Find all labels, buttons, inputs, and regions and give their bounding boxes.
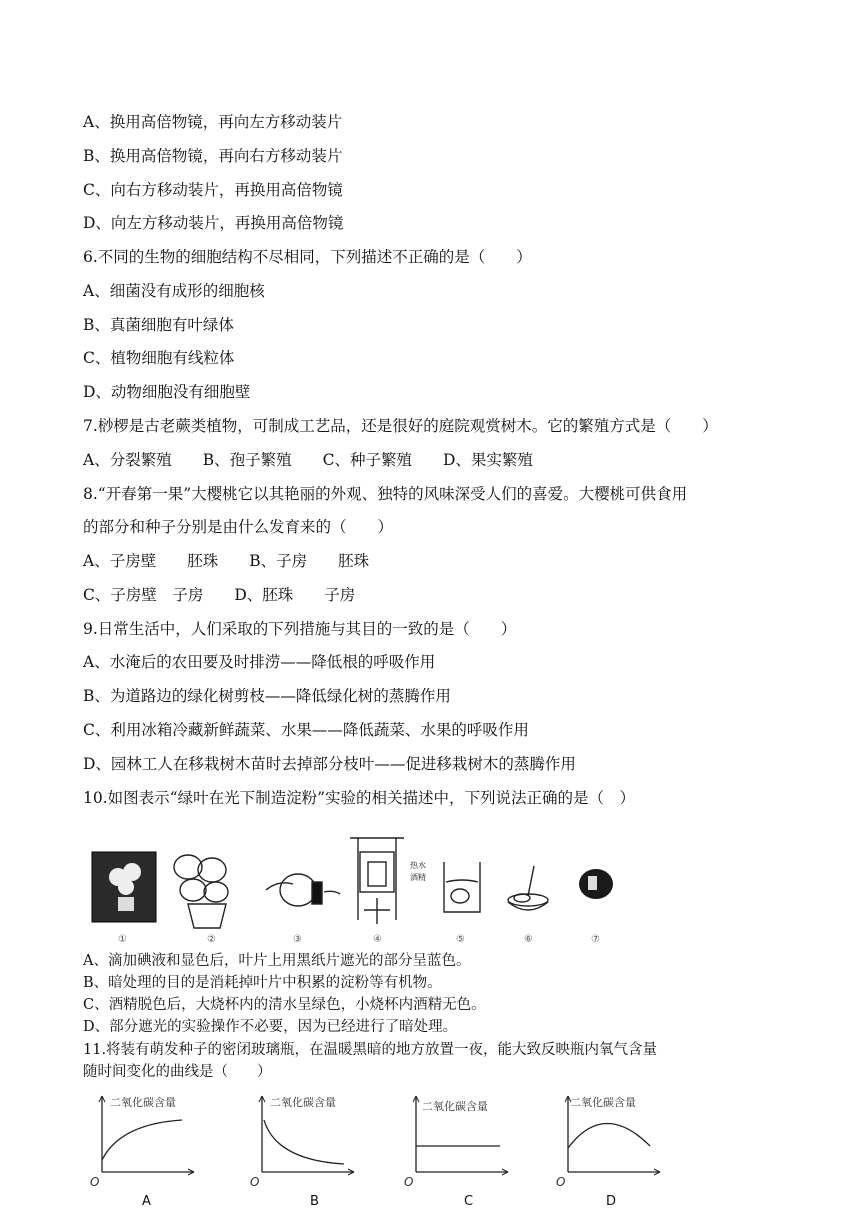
graph-b-ylabel: 二氧化碳含量 [270, 1096, 336, 1109]
graph-d-origin: O [556, 1175, 566, 1189]
q8-options-cd: C、子房壁 子房 D、胚珠 子房 [83, 586, 356, 604]
graph-c-origin: O [404, 1175, 414, 1189]
step6-iodine-dish [508, 866, 548, 910]
step2-potted-plant [174, 855, 228, 928]
graph-b [250, 1095, 354, 1208]
q6-option-c: C、植物细胞有线粒体 [83, 349, 235, 367]
graph-d [556, 1095, 660, 1208]
q11-graphs [86, 1090, 686, 1208]
step1-dark-box [92, 852, 156, 922]
experiment-steps-figure [88, 832, 628, 944]
q8-options-ab: A、子房壁 胚珠 B、子房 胚珠 [83, 552, 370, 570]
step5-beaker [444, 862, 480, 912]
curve-d [568, 1123, 650, 1148]
q6-stem: 6.不同的生物的细胞结构不尽相同，下列描述不正确的是（ ） [83, 248, 532, 266]
curve-a [102, 1120, 182, 1160]
q9-option-b: B、为道路边的绿化树剪枝——降低绿化树的蒸腾作用 [83, 687, 451, 705]
curve-b [264, 1120, 344, 1164]
graph-c-label: C [464, 1194, 474, 1208]
step-label-3: ③ [293, 934, 302, 944]
graph-d-ylabel: 二氧化碳含量 [570, 1096, 636, 1109]
q9-option-c: C、利用冰箱冷藏新鲜蔬菜、水果——降低蔬菜、水果的呼吸作用 [83, 721, 529, 739]
q5-option-b: B、换用高倍物镜，再向右方移动装片 [83, 147, 343, 165]
q7-options: A、分裂繁殖 B、孢子繁殖 C、种子繁殖 D、果实繁殖 [83, 451, 533, 469]
graph-d-label: D [606, 1194, 617, 1208]
q10-option-d: D、部分遮光的实验操作不必要，因为已经进行了暗处理。 [83, 1019, 458, 1035]
q8-stem-line1: 8.“开春第一果”大樱桃它以其艳丽的外观、独特的风味深受人们的喜爱。大樱桃可供食用 [83, 485, 688, 503]
q9-option-d: D、园林工人在移栽树木苗时去掉部分枝叶——促进移栽树木的蒸腾作用 [83, 755, 576, 773]
q5-option-d: D、向左方移动装片，再换用高倍物镜 [83, 214, 344, 232]
q9-stem: 9.日常生活中，人们采取的下列措施与其目的一致的是（ ） [83, 620, 517, 638]
q6-option-d: D、动物细胞没有细胞壁 [83, 383, 251, 401]
step-label-1: ① [118, 934, 127, 944]
step-label-4: ④ [373, 934, 382, 944]
graph-a [90, 1095, 194, 1208]
step7-stained-leaf [579, 869, 613, 899]
annotation-hot-water: 热水 [410, 861, 426, 870]
q9-option-a: A、水淹后的农田要及时排涝——降低根的呼吸作用 [83, 653, 436, 671]
q10-stem: 10.如图表示“绿叶在光下制造淀粉”实验的相关描述中，下列说法正确的是（ ） [83, 789, 636, 807]
q7-stem: 7.桫椤是古老蕨类植物，可制成工艺品，还是很好的庭院观赏树木。它的繁殖方式是（ ） [83, 417, 718, 435]
q11-stem-line1: 11.将装有萌发种子的密闭玻璃瓶，在温暖黑暗的地方放置一夜，能大致反映瓶内氧气含量 [83, 1042, 658, 1058]
graph-c-ylabel: 二氧化碳含量 [422, 1100, 488, 1113]
graph-a-label: A [142, 1194, 151, 1208]
step-label-7: ⑦ [591, 934, 600, 944]
annotation-alcohol: 酒精 [410, 873, 426, 882]
step3-leaf-covering [266, 874, 340, 906]
graph-a-ylabel: 二氧化碳含量 [110, 1096, 176, 1109]
q6-option-b: B、真菌细胞有叶绿体 [83, 316, 234, 334]
q11-stem-line2: 随时间变化的曲线是（ ） [83, 1064, 272, 1080]
step-label-5: ⑤ [456, 934, 465, 944]
q5-option-c: C、向右方移动装片，再换用高倍物镜 [83, 181, 343, 199]
q8-stem-line2: 的部分和种子分别是由什么发育来的（ ） [83, 518, 394, 536]
step-label-2: ② [207, 934, 216, 944]
step-labels [118, 934, 600, 944]
graph-c [404, 1096, 508, 1208]
q6-option-a: A、细菌没有成形的细胞核 [83, 282, 265, 300]
step4-water-bath [350, 838, 426, 924]
graph-b-label: B [310, 1194, 319, 1208]
q10-option-b: B、暗处理的目的是消耗掉叶片中积累的淀粉等有机物。 [83, 975, 442, 991]
q10-option-a: A、滴加碘液和显色后，叶片上用黑纸片遮光的部分呈蓝色。 [83, 953, 471, 969]
graph-b-origin: O [250, 1175, 260, 1189]
step-label-6: ⑥ [524, 934, 533, 944]
graph-a-origin: O [90, 1175, 100, 1189]
q5-option-a: A、换用高倍物镜，再向左方移动装片 [83, 113, 343, 131]
q10-option-c: C、酒精脱色后，大烧杯内的清水呈绿色，小烧杯内酒精无色。 [83, 997, 486, 1013]
